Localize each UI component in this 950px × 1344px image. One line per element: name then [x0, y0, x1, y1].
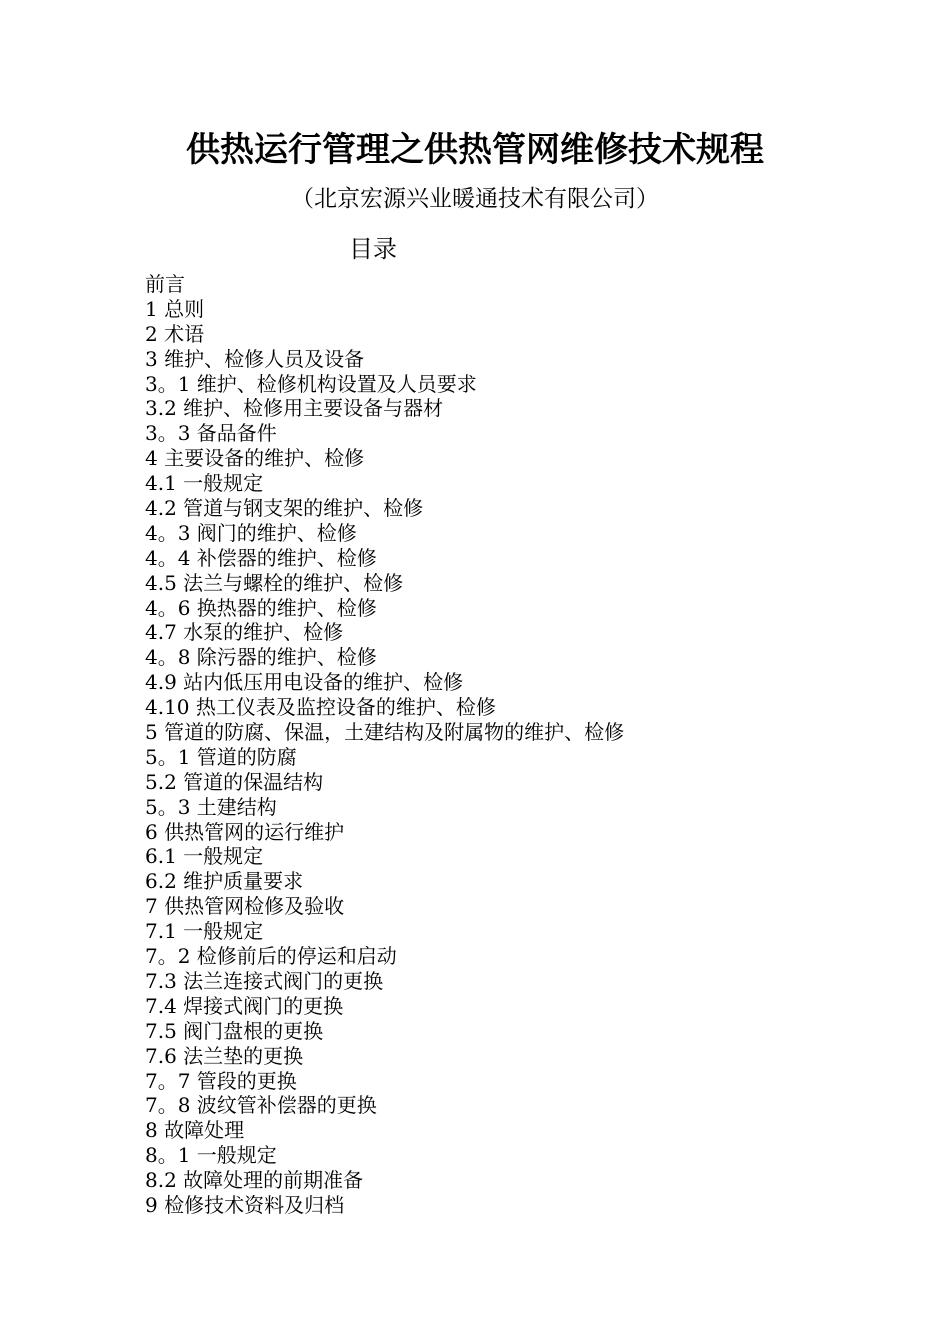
toc-entry: 6 供热管网的运行维护 — [145, 819, 345, 844]
toc-entry: 1 总则 — [145, 296, 205, 321]
toc-entry: 7。2 检修前后的停运和启动 — [145, 944, 397, 969]
toc-entry: 4.9 站内低压用电设备的维护、检修 — [145, 670, 464, 695]
toc-entry: 8。1 一般规定 — [145, 1143, 277, 1168]
toc-entry: 7.5 阀门盘根的更换 — [145, 1018, 324, 1043]
toc-entry: 8.2 故障处理的前期准备 — [145, 1168, 364, 1193]
toc-entry: 7.6 法兰垫的更换 — [145, 1043, 304, 1068]
toc-entry: 4.10 热工仪表及监控设备的维护、检修 — [145, 695, 496, 720]
toc-entry: 4.5 法兰与螺栓的维护、检修 — [145, 570, 404, 595]
document-title: 供热运行管理之供热管网维修技术规程 — [186, 130, 764, 170]
toc-entry: 6.1 一般规定 — [145, 844, 264, 869]
toc-entry: 4 主要设备的维护、检修 — [145, 446, 365, 471]
toc-entry: 4。4 补偿器的维护、检修 — [145, 545, 377, 570]
toc-entry: 3 维护、检修人员及设备 — [145, 346, 365, 371]
toc-entry: 5。3 土建结构 — [145, 794, 277, 819]
toc-entry: 4.1 一般规定 — [145, 471, 264, 496]
toc-entry: 2 术语 — [145, 321, 205, 346]
toc-entry: 9 检修技术资料及归档 — [145, 1192, 345, 1217]
toc-entry: 3.2 维护、检修用主要设备与器材 — [145, 396, 444, 421]
toc-heading: 目录 — [349, 235, 397, 263]
toc-entry: 7。8 波纹管补偿器的更换 — [145, 1093, 377, 1118]
toc-entry: 3。3 备品备件 — [145, 421, 277, 446]
toc-entry: 7.1 一般规定 — [145, 919, 264, 944]
toc-entry: 5.2 管道的保温结构 — [145, 769, 324, 794]
toc-entry: 4.2 管道与钢支架的维护、检修 — [145, 496, 424, 521]
toc-entry: 5 管道的防腐、保温，土建结构及附属物的维护、检修 — [145, 720, 625, 745]
toc-entry: 4。8 除污器的维护、检修 — [145, 645, 377, 670]
document-subtitle: （北京宏源兴业暖通技术有限公司） — [291, 186, 659, 212]
toc-entry: 7.3 法兰连接式阀门的更换 — [145, 968, 384, 993]
toc-entry: 7 供热管网检修及验收 — [145, 894, 345, 919]
toc-entry: 4。6 换热器的维护、检修 — [145, 595, 377, 620]
toc-entry: 前言 — [145, 272, 185, 296]
toc-entry: 4。3 阀门的维护、检修 — [145, 520, 357, 545]
toc-entry: 7。7 管段的更换 — [145, 1068, 297, 1093]
table-of-contents — [145, 272, 624, 1218]
toc-entry: 7.4 焊接式阀门的更换 — [145, 993, 344, 1018]
toc-entry: 8 故障处理 — [145, 1118, 245, 1143]
toc-entry: 4.7 水泵的维护、检修 — [145, 620, 344, 645]
toc-entry: 3。1 维护、检修机构设置及人员要求 — [145, 371, 477, 396]
toc-entry: 6.2 维护质量要求 — [145, 869, 304, 894]
toc-entry: 5。1 管道的防腐 — [145, 744, 297, 769]
